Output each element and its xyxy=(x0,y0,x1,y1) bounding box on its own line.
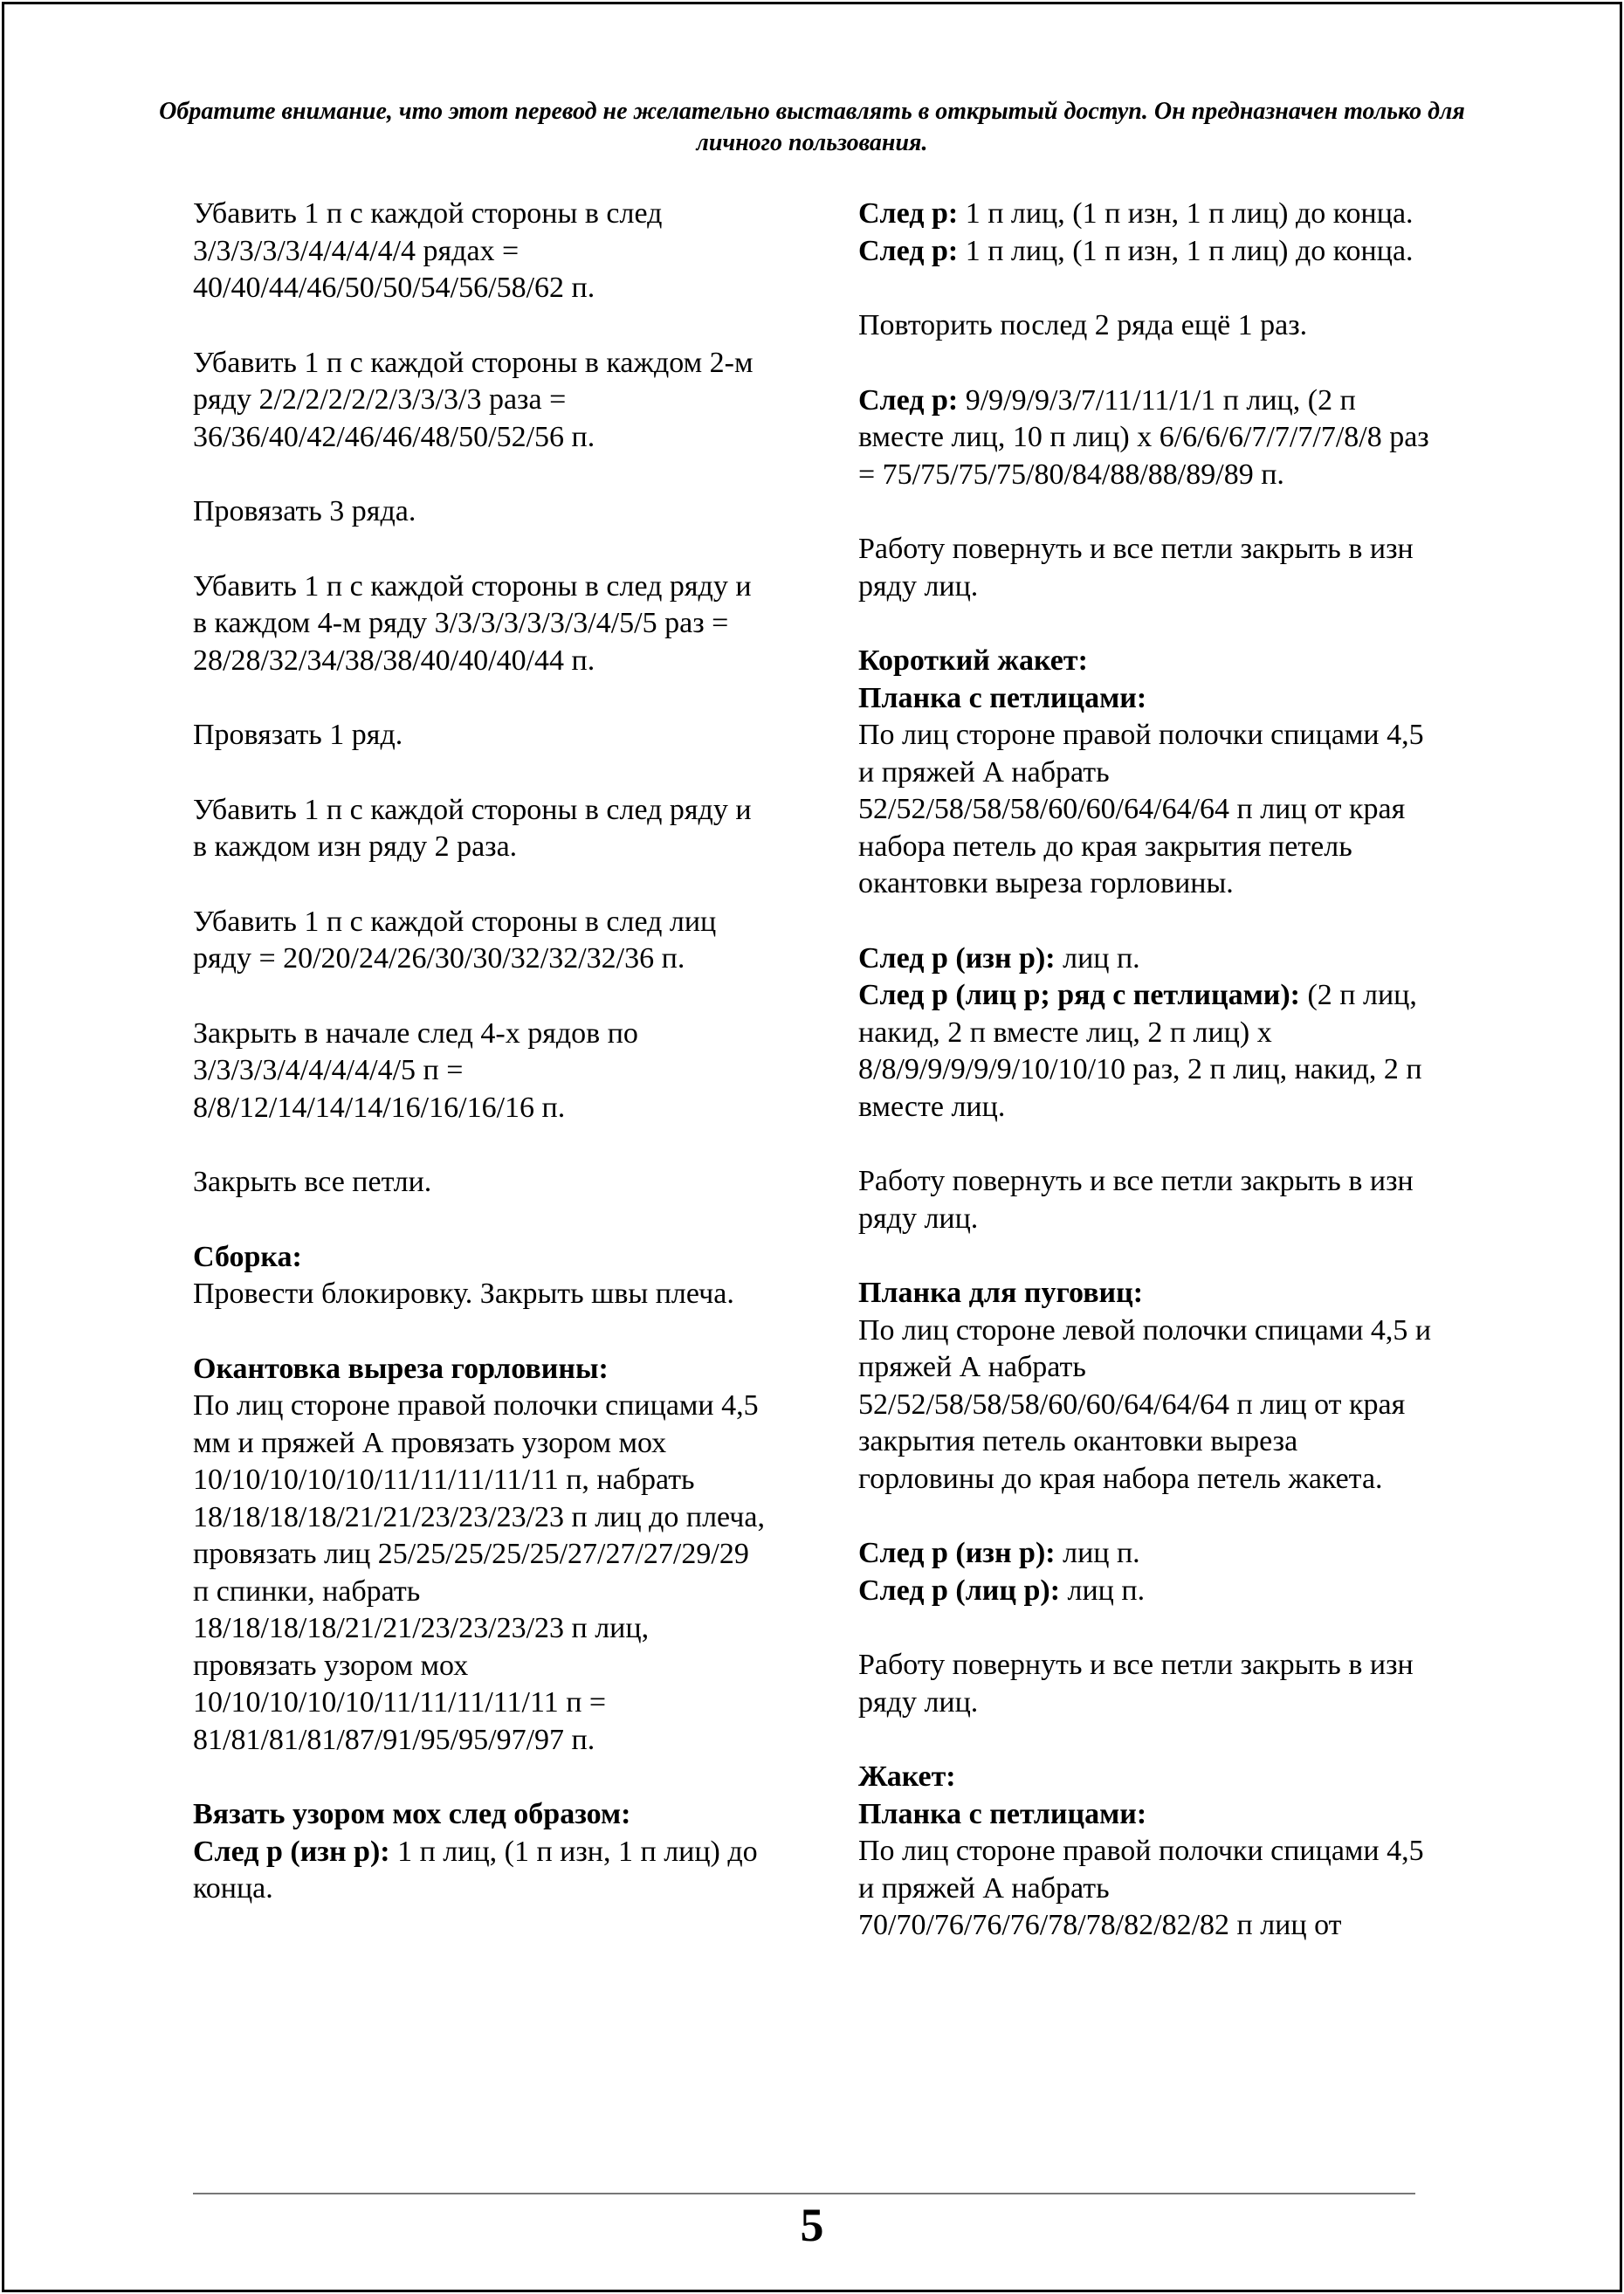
paragraph: Провести блокировку. Закрыть швы плеча. xyxy=(193,1278,734,1310)
section-heading-assembly: Сборка: xyxy=(193,1240,302,1273)
row-label: След р (изн р): xyxy=(193,1835,390,1868)
paragraph: Повторить послед 2 ряда ещё 1 раз. xyxy=(858,309,1308,341)
instruction-row xyxy=(858,233,1435,271)
section-heading-jacket: Жакет: xyxy=(858,1760,956,1793)
section-heading-buttonhole-band: Планка с петлицами: xyxy=(858,1797,1147,1830)
paragraph: Работу повернуть и все петли закрыть в изн ряду лиц. xyxy=(858,1165,1414,1235)
paragraph: Убавить 1 п с каждой стороны в след лиц ряду = 20/20/24/26/30/30/32/32/32/36 п. xyxy=(193,905,717,975)
section-heading-buttonhole-band: Планка с петлицами: xyxy=(858,681,1147,714)
row-text: лиц п. xyxy=(1055,1537,1140,1569)
paragraph: Закрыть в начале след 4-х рядов по 3/3/3/3/4/4/4/4/4/5 п = 8/8/12/14/14/14/16/16/16/16 п. xyxy=(193,1016,638,1124)
paragraph: Работу повернуть и все петли закрыть в изн ряду лиц. xyxy=(858,1649,1414,1719)
section-heading-moss-stitch: Вязать узором мох след образом: xyxy=(193,1798,631,1830)
instruction-row xyxy=(193,1834,769,1908)
row-label: След р (изн р): xyxy=(858,941,1056,975)
paragraph: Убавить 1 п с каждой стороны в след ряду и в каждом 4-м ряду 3/3/3/3/3/3/3/4/5/5 раз = 28/28/32/34/38/38/40/40/40/44 п. xyxy=(193,569,752,677)
row-label: След р: xyxy=(858,234,959,267)
instruction-row xyxy=(858,940,1435,978)
paragraph: Провязать 1 ряд. xyxy=(193,719,403,751)
paragraph: По лиц стороне левой полочки спицами 4,5 и пряжей А набрать 52/52/58/58/58/60/60/64/64/64 п лиц от края закрытия петель окантовки выреза горловины до края набора петель жакета. xyxy=(858,1313,1432,1495)
instruction-row xyxy=(858,977,1435,1126)
instruction-row xyxy=(858,1573,1435,1610)
paragraph: Убавить 1 п с каждой стороны в след 3/3/3/3/3/4/4/4/4/4 рядах = 40/40/44/46/50/50/54/56/58/62 п. xyxy=(193,197,663,304)
row-text: 1 п лиц, (1 п изн, 1 п лиц) до конца. xyxy=(958,197,1414,230)
copyright-notice: Обратите внимание, что этот перевод не желательно выставлять в открытый доступ. Он предназначен только для личного пользования. xyxy=(159,98,1465,156)
row-label: След р (лиц р; ряд с петлицами): xyxy=(858,979,1300,1011)
instruction-row xyxy=(858,382,1435,494)
instruction-row xyxy=(858,1535,1435,1573)
right-column xyxy=(858,196,1435,1945)
footer-divider xyxy=(193,2193,1415,2194)
row-text: 1 п лиц, (1 п изн, 1 п лиц) до конца. xyxy=(958,234,1414,267)
instruction-row xyxy=(858,196,1435,233)
paragraph: По лиц стороне правой полочки спицами 4,5 и пряжей А набрать 52/52/58/58/58/60/60/64/64/64 п лиц от края набора петель до края закрытия петель окантовки выреза горловины. xyxy=(858,719,1424,899)
paragraph: Работу повернуть и все петли закрыть в изн ряду лиц. xyxy=(858,533,1414,603)
row-text: лиц п. xyxy=(1060,1574,1146,1607)
section-heading-short-jacket: Короткий жакет: xyxy=(858,644,1088,677)
row-text: лиц п. xyxy=(1055,941,1140,975)
row-label: След р: xyxy=(858,197,959,230)
left-column xyxy=(193,196,769,1946)
row-text: (2 п лиц, накид, 2 п вместе лиц, 2 п лиц) х 8/8/9/9/9/9/9/10/10/10 раз, 2 п лиц, накид, 2 п вместе лиц. xyxy=(858,979,1422,1123)
paragraph: По лиц стороне правой полочки спицами 4,5 мм и пряжей А провязать узором мох 10/10/10/10/10/11/11/11/11/11 п, набрать 18/18/18/18/21/21/23/23/23/23 п лиц до плеча, провязать лиц 25/25/25/25/25/27/27/27/29/29 п спинки, набрать 18/18/18/18/21/21/23/23/23/23 п лиц, провязать узором мох 10/10/10/10/10/11/11/11/11/11 п = 81/81/81/81/87/91/95/95/97/97 п. xyxy=(193,1389,765,1756)
row-label: След р: xyxy=(858,383,959,417)
page-number: 5 xyxy=(800,2199,824,2251)
section-heading-neckband: Окантовка выреза горловины: xyxy=(193,1352,609,1385)
paragraph: Закрыть все петли. xyxy=(193,1166,432,1198)
paragraph: Убавить 1 п с каждой стороны в каждом 2-м ряду 2/2/2/2/2/2/3/3/3/3 раза = 36/36/40/42/46/46/48/50/52/56 п. xyxy=(193,346,754,453)
row-text: 9/9/9/9/3/7/11/11/1/1 п лиц, (2 п вместе лиц, 10 п лиц) х 6/6/6/6/7/7/7/7/8/8 раз = 75/75/75/75/80/84/88/88/89/89 п. xyxy=(858,383,1429,491)
paragraph: Убавить 1 п с каждой стороны в след ряду и в каждом изн ряду 2 раза. xyxy=(193,793,752,863)
row-text: 1 п лиц, (1 п изн, 1 п лиц) до конца. xyxy=(193,1835,758,1905)
section-heading-button-band: Планка для пуговиц: xyxy=(858,1277,1144,1309)
paragraph: По лиц стороне правой полочки спицами 4,5 и пряжей А набрать 70/70/76/76/76/78/78/82/82/82 п лиц от xyxy=(858,1835,1424,1941)
row-label: След р (лиц р): xyxy=(858,1574,1061,1607)
row-label: След р (изн р): xyxy=(858,1537,1056,1569)
paragraph: Провязать 3 ряда. xyxy=(193,495,416,527)
